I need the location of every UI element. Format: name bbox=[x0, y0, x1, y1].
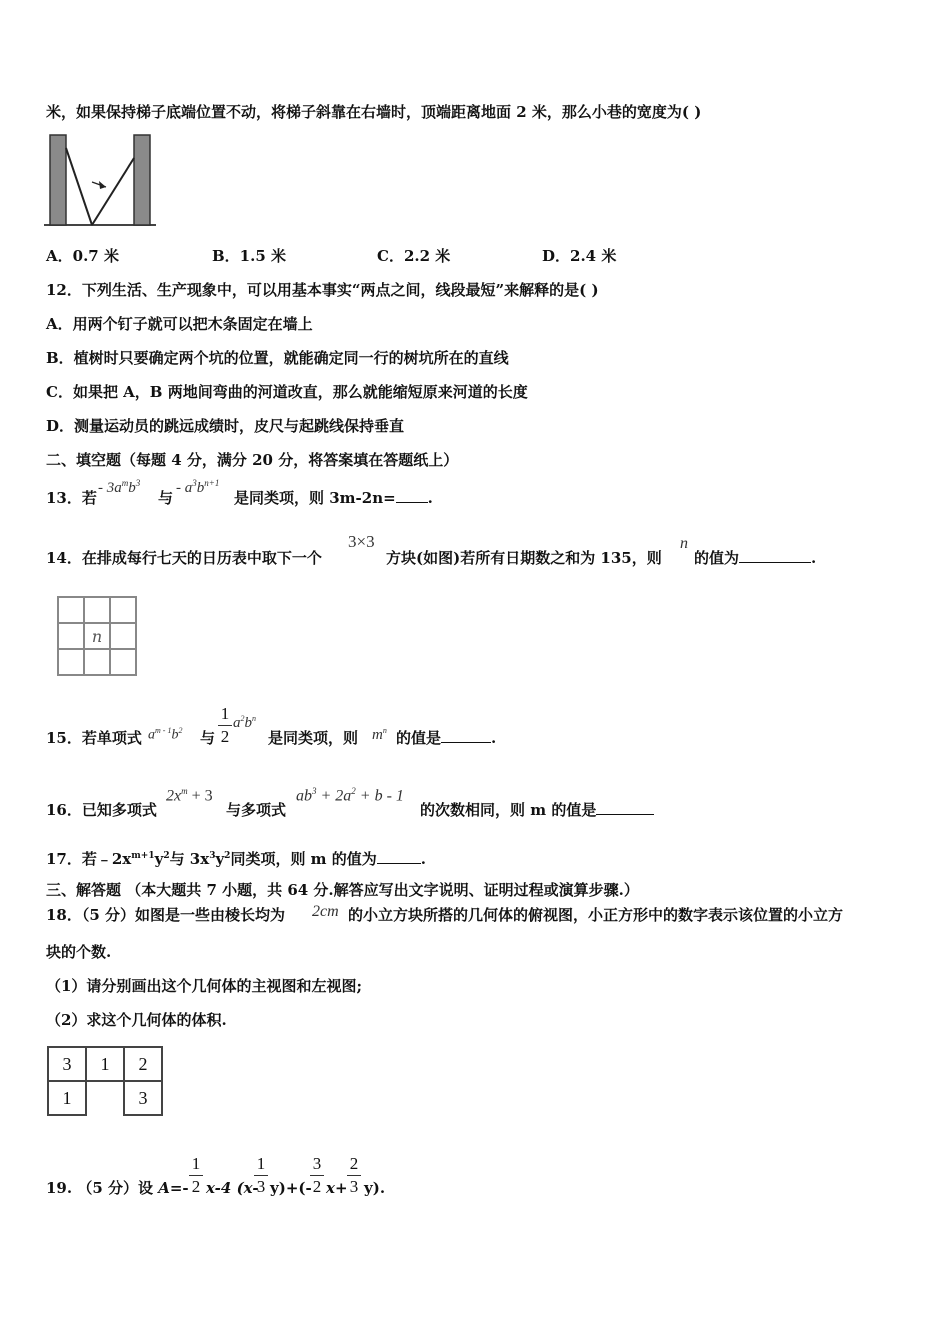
top-view-grid bbox=[47, 1046, 163, 1116]
section-2-heading: 二、填空题（每题 4 分，满分 20 分，将答案填在答题纸上） bbox=[46, 451, 459, 469]
q14-var: n bbox=[680, 535, 688, 552]
q15-suffix2: 的值是 . bbox=[396, 729, 497, 747]
q15-expr2: $a^2b^n$ bbox=[233, 714, 256, 731]
q19-fraction-2: 1 3 bbox=[254, 1154, 268, 1197]
q16-prefix: 16．已知多项式 bbox=[46, 801, 157, 819]
q18-line1-a: 18．（5 分）如图是一些由棱长均为 bbox=[46, 906, 286, 924]
q18-sub2: （2）求这个几何体的体积. bbox=[46, 1011, 227, 1029]
q14-prefix: 14．在排成每行七天的日历表中取下一个 bbox=[46, 549, 322, 567]
top-view-cell: 3 bbox=[124, 1081, 162, 1115]
q16-join: 与多项式 bbox=[226, 801, 287, 819]
q11-option-d: D．2.4 米 bbox=[542, 247, 617, 265]
q12-stem: 12．下列生活、生产现象中，可以用基本事实“两点之间，线段最短”来解释的是( ) bbox=[46, 281, 599, 299]
calendar-cell-n: n bbox=[84, 623, 110, 649]
q19-part4: y). bbox=[364, 1179, 386, 1197]
q11-option-a: A．0.7 米 bbox=[46, 247, 119, 265]
q15-fraction: 1 2 bbox=[218, 704, 232, 747]
q15-expr1: $a^{m - 1}b^2$ bbox=[148, 726, 183, 743]
q12-option-b: B．植树时只要确定两个坑的位置，就能确定同一行的树坑所在的直线 bbox=[46, 349, 509, 367]
q12-option-a: A．用两个钉子就可以把木条固定在墙上 bbox=[46, 315, 313, 333]
q12-option-c: C．如果把 A，B 两地间弯曲的河道改直，那么就能缩短原来河道的长度 bbox=[46, 383, 528, 401]
q19-part3: x+ bbox=[326, 1179, 348, 1197]
q15-join: 与 bbox=[200, 729, 216, 747]
q13-prefix: 13．若 bbox=[46, 489, 97, 507]
q13-expr1: - $3a^mb^3$ bbox=[98, 478, 141, 496]
q18-unit: 2cm bbox=[312, 903, 339, 920]
top-view-cell: 3 bbox=[48, 1047, 86, 1081]
q19-fraction-3: 3 2 bbox=[310, 1154, 324, 1197]
q14-suffix: 的值为 . bbox=[694, 549, 817, 567]
top-view-cell: 1 bbox=[48, 1081, 86, 1115]
q11-option-c: C．2.2 米 bbox=[377, 247, 451, 265]
q15-mn: $m^n$ bbox=[372, 726, 387, 743]
ladder-diagram bbox=[44, 130, 156, 228]
q17-stem: 17．若$﹣2x^{m+1}y^2$与 $3x^3y^2$同类项，则 m 的值为 . bbox=[46, 850, 426, 868]
q19-part1: x-4 (x- bbox=[206, 1179, 259, 1197]
q16-expr2: $ab^3 + 2a^2 + b - 1$ bbox=[296, 786, 404, 805]
q12-option-d: D．测量运动员的跳远成绩时，皮尺与起跳线保持垂直 bbox=[46, 417, 405, 435]
q16-expr1: $2x^m + 3$ bbox=[166, 786, 213, 805]
q14-block: 3×3 bbox=[348, 532, 375, 551]
top-view-cell: 1 bbox=[86, 1047, 124, 1081]
q18-line2: 块的个数. bbox=[46, 943, 112, 961]
q19-part2: y)+(- bbox=[270, 1179, 312, 1197]
top-view-cell-empty bbox=[86, 1081, 124, 1115]
q15-suffix: 是同类项，则 bbox=[268, 729, 359, 747]
q19-prefix: 19. （5 分）设 A=- bbox=[46, 1179, 189, 1197]
q13-expr2: - $a^3b^{n+1}$ bbox=[176, 478, 220, 496]
section-3-heading: 三、解答题 （本大题共 7 小题，共 64 分.解答应写出文字说明、证明过程或演算步骤.） bbox=[46, 881, 639, 899]
q15-prefix: 15．若单项式 bbox=[46, 729, 142, 747]
top-view-cell: 2 bbox=[124, 1047, 162, 1081]
q14-mid: 方块(如图)若所有日期数之和为 135，则 bbox=[386, 549, 662, 567]
calendar-grid bbox=[57, 596, 137, 676]
q18-line1-b: 的小立方块所搭的几何体的俯视图，小正方形中的数字表示该位置的小立方 bbox=[348, 906, 844, 924]
q13-suffix: 是同类项，则 3m-2n= . bbox=[234, 489, 433, 507]
q11-stem: 米，如果保持梯子底端位置不动，将梯子斜靠在右墙时，顶端距离地面 2 米，那么小巷的宽度为( ) bbox=[46, 103, 702, 121]
q18-sub1: （1）请分别画出这个几何体的主视图和左视图; bbox=[46, 977, 362, 995]
q19-fraction-4: 2 3 bbox=[347, 1154, 361, 1197]
q19-fraction-1: 1 2 bbox=[189, 1154, 203, 1197]
q11-option-b: B．1.5 米 bbox=[212, 247, 286, 265]
q13-join: 与 bbox=[158, 489, 174, 507]
q16-suffix: 的次数相同，则 m 的值是 bbox=[420, 800, 654, 820]
